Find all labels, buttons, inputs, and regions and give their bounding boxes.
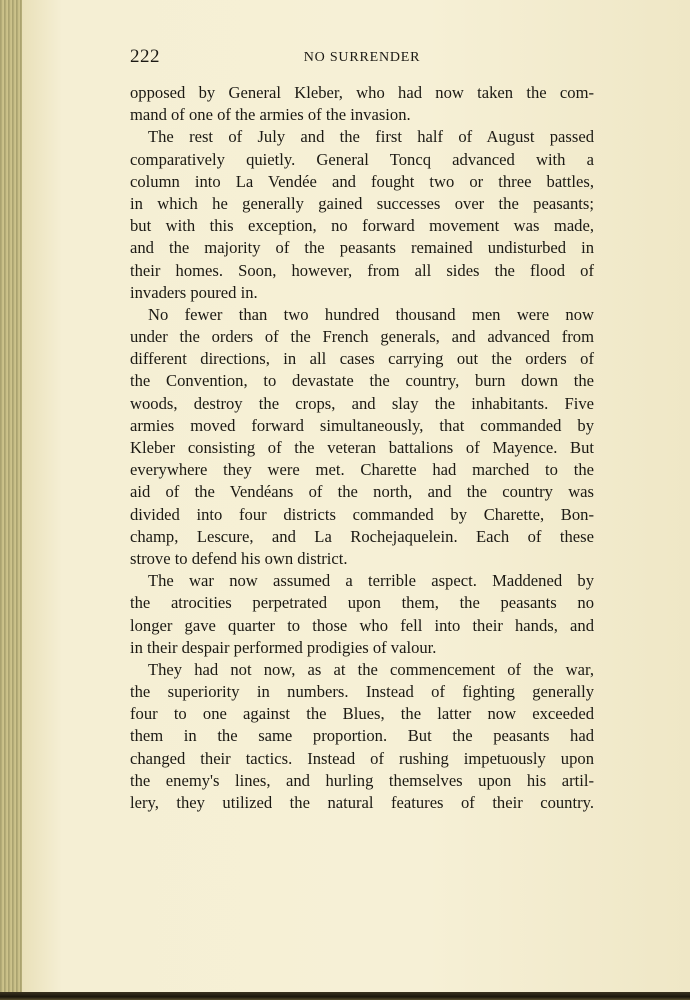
text-line: mand of one of the armies of the invasion. bbox=[130, 105, 411, 125]
text-line: everywhere they were met. Charette had marched to the bbox=[130, 460, 594, 480]
text-line: the Convention, to devastate the country, burn down the bbox=[130, 371, 594, 391]
text-line: divided into four districts commanded by Charette, Bon- bbox=[130, 504, 594, 524]
text-line: column into La Vendée and fought two or three battles, bbox=[130, 171, 594, 191]
page-header bbox=[130, 46, 594, 70]
text-line: strove to defend his own district. bbox=[130, 548, 348, 568]
text-line: under the orders of the French generals, and advanced from bbox=[130, 327, 594, 347]
text-line: The rest of July and the first half of August passed bbox=[148, 127, 594, 147]
text-line: the enemy's lines, and hurling themselves upon his artil- bbox=[130, 770, 594, 790]
page-number: 222 bbox=[130, 46, 160, 67]
text-line: the atrocities perpetrated upon them, the peasants no bbox=[130, 593, 594, 613]
text-line: aid of the Vendéans of the north, and the country was bbox=[130, 482, 594, 502]
text-line: in which he generally gained successes over the peasants; bbox=[130, 193, 594, 213]
book-spine-gutter bbox=[0, 0, 22, 1000]
text-line: lery, they utilized the natural features of their country. bbox=[130, 793, 594, 812]
text-line: No fewer than two hundred thousand men were now bbox=[148, 304, 594, 324]
text-line: four to one against the Blues, the latter now exceeded bbox=[130, 704, 594, 724]
text-line: champ, Lescure, and La Rochejaquelein. Each of these bbox=[130, 526, 594, 546]
page-bottom-edge bbox=[0, 992, 690, 1000]
text-line: the superiority in numbers. Instead of fighting generally bbox=[130, 682, 594, 702]
text-line: The war now assumed a terrible aspect. Maddened by bbox=[148, 571, 594, 591]
body-text bbox=[130, 82, 594, 814]
text-line: opposed by General Kleber, who had now taken the com- bbox=[130, 83, 594, 102]
text-line: invaders poured in. bbox=[130, 282, 258, 302]
text-line: changed their tactics. Instead of rushing impetuously upon bbox=[130, 748, 594, 768]
text-line: but with this exception, no forward movement was made, bbox=[130, 216, 594, 236]
text-line: them in the same proportion. But the peasants had bbox=[130, 726, 594, 746]
text-line: They had not now, as at the commencement of the war, bbox=[148, 659, 594, 679]
text-line: different directions, in all cases carrying out the orders of bbox=[130, 349, 594, 369]
text-line: comparatively quietly. General Toncq advanced with a bbox=[130, 149, 594, 169]
text-line: and the majority of the peasants remained undisturbed in bbox=[130, 238, 594, 258]
text-line: in their despair performed prodigies of valour. bbox=[130, 637, 437, 657]
text-line: longer gave quarter to those who fell into their hands, and bbox=[130, 615, 594, 635]
running-title: NO SURRENDER bbox=[303, 50, 421, 65]
text-line: Kleber consisting of the veteran battalions of Mayence. But bbox=[130, 438, 594, 457]
text-line: armies moved forward simultaneously, that commanded by bbox=[130, 415, 594, 435]
text-line: woods, destroy the crops, and slay the inhabitants. Five bbox=[130, 393, 594, 413]
text-line: their homes. Soon, however, from all sides the flood of bbox=[130, 260, 594, 280]
